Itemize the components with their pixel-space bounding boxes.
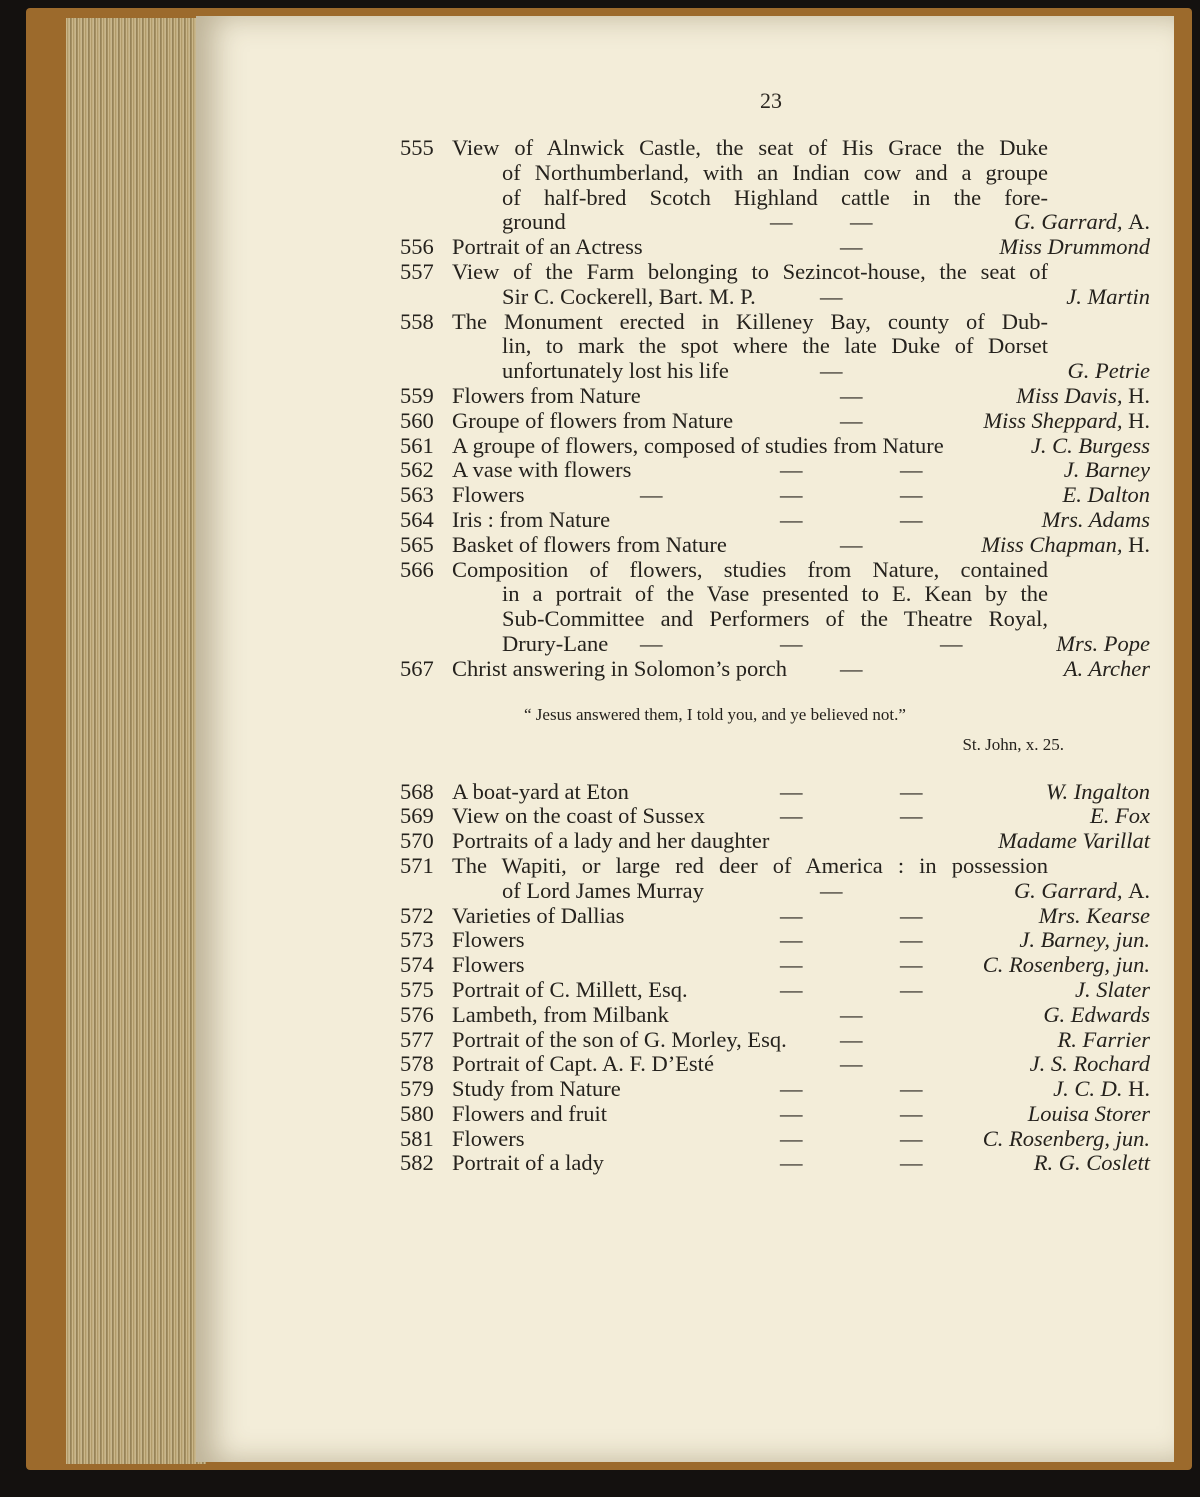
leader-dash: — bbox=[640, 630, 663, 656]
entry-line bbox=[400, 210, 1150, 235]
leader-dash: — bbox=[780, 1100, 803, 1126]
leader-dash: — bbox=[780, 506, 803, 532]
entry-number: 576 bbox=[400, 1001, 434, 1027]
leader-dash: — bbox=[900, 482, 923, 508]
catalogue-entry bbox=[400, 1003, 1150, 1028]
entry-line bbox=[400, 1127, 1150, 1152]
entry-title: View of the Farm belonging to Sezincot-house, the seat of bbox=[452, 258, 1048, 284]
entry-title: A vase with flowers bbox=[452, 457, 632, 483]
entry-title: Portrait of an Actress bbox=[452, 234, 643, 260]
entry-title: Flowers bbox=[452, 952, 525, 978]
artist-suffix: H. bbox=[1128, 1076, 1150, 1102]
artist-label: J. Slater bbox=[1075, 976, 1150, 1002]
leader-dash: — bbox=[780, 630, 803, 656]
entry-line bbox=[400, 260, 1150, 285]
artist-label: E. Dalton bbox=[1062, 482, 1150, 508]
entry-number: 573 bbox=[400, 927, 434, 953]
entry-title: ground bbox=[502, 209, 566, 235]
leader-dash: — bbox=[900, 1100, 923, 1126]
artist-label: R. G. Coslett bbox=[1033, 1150, 1150, 1176]
catalogue-entry bbox=[400, 235, 1150, 260]
entry-number: 575 bbox=[400, 976, 434, 1002]
artist-label: G. Garrard, bbox=[1013, 877, 1123, 903]
artist-name bbox=[1068, 359, 1150, 384]
leader-dash: — bbox=[780, 1076, 803, 1102]
artist-name bbox=[1046, 780, 1150, 805]
artist-name bbox=[1034, 1151, 1150, 1176]
leader-dash: — bbox=[780, 952, 803, 978]
artist-label: C. Rosenberg, jun. bbox=[982, 1125, 1150, 1151]
entry-line bbox=[400, 409, 1150, 434]
entry-title: Iris : from Nature bbox=[452, 506, 611, 532]
artist-name bbox=[1043, 1003, 1150, 1028]
entry-line bbox=[400, 1052, 1150, 1077]
artist-label: J. C. D. bbox=[1053, 1076, 1123, 1102]
catalogue-entry bbox=[400, 310, 1150, 384]
leader-dash: — bbox=[900, 927, 923, 953]
entry-number: 582 bbox=[400, 1150, 434, 1176]
artist-name bbox=[1056, 632, 1150, 657]
entry-line bbox=[400, 458, 1150, 483]
artist-label: Madame Varillat bbox=[998, 828, 1150, 854]
artist-label: J. C. Burgess bbox=[1030, 432, 1150, 458]
leader-dash: — bbox=[780, 457, 803, 483]
artist-label: W. Ingalton bbox=[1045, 778, 1150, 804]
leader-dash: — bbox=[900, 952, 923, 978]
leader-dash: — bbox=[940, 630, 963, 656]
artist-name bbox=[1075, 978, 1150, 1003]
entry-title: Groupe of flowers from Nature bbox=[452, 407, 734, 433]
catalogue-entry bbox=[400, 978, 1150, 1003]
entry-line bbox=[400, 582, 1150, 607]
leader-dash: — bbox=[840, 1026, 863, 1052]
entry-line bbox=[400, 1102, 1150, 1127]
entry-title: of half-bred Scotch Highland cattle in the fore- bbox=[502, 184, 1048, 210]
entry-title: Portraits of a lady and her daughter bbox=[452, 828, 770, 854]
artist-suffix: A. bbox=[1128, 877, 1150, 903]
artist-suffix: H. bbox=[1128, 531, 1150, 557]
entry-list-upper bbox=[400, 136, 1150, 682]
entry-number: 568 bbox=[400, 778, 434, 804]
entry-title: Portrait of the son of G. Morley, Esq. bbox=[452, 1026, 787, 1052]
entry-number: 579 bbox=[400, 1076, 434, 1102]
entry-number: 564 bbox=[400, 506, 434, 532]
leader-dash: — bbox=[820, 877, 843, 903]
entry-title: Varieties of Dallias bbox=[452, 902, 625, 928]
entry-title: A boat-yard at Eton bbox=[452, 778, 629, 804]
catalogue-entry bbox=[400, 928, 1150, 953]
artist-name bbox=[1053, 1077, 1150, 1102]
artist-name bbox=[983, 409, 1150, 434]
entry-line bbox=[400, 780, 1150, 805]
artist-label: Miss Sheppard, bbox=[983, 407, 1123, 433]
leader-dash: — bbox=[780, 803, 803, 829]
entry-number: 574 bbox=[400, 952, 434, 978]
artist-name bbox=[983, 953, 1150, 978]
artist-label: Mrs. Adams bbox=[1041, 506, 1150, 532]
entry-line bbox=[400, 879, 1150, 904]
entry-line bbox=[400, 359, 1150, 384]
entry-line bbox=[400, 558, 1150, 583]
entry-title: Flowers bbox=[452, 482, 525, 508]
artist-name bbox=[999, 235, 1150, 260]
entry-line bbox=[400, 928, 1150, 953]
entry-line bbox=[400, 334, 1150, 359]
artist-name bbox=[1064, 657, 1150, 682]
artist-name bbox=[1014, 210, 1150, 235]
entry-title: Sir C. Cockerell, Bart. M. P. bbox=[502, 283, 756, 309]
catalogue-entry bbox=[400, 829, 1150, 854]
artist-label: Miss Drummond bbox=[999, 234, 1150, 260]
entry-line bbox=[400, 607, 1150, 632]
leader-dash: — bbox=[900, 457, 923, 483]
artist-label: Mrs. Kearse bbox=[1038, 902, 1150, 928]
entry-line bbox=[400, 1003, 1150, 1028]
catalogue-entry bbox=[400, 780, 1150, 805]
entry-title: in a portrait of the Vase presented to E. Kean by the bbox=[502, 581, 1048, 607]
entry-title: The Wapiti, or large red deer of America : in possession bbox=[452, 852, 1048, 878]
section-gap bbox=[400, 760, 1150, 780]
entry-line bbox=[400, 508, 1150, 533]
artist-label: J. Barney, jun. bbox=[1019, 927, 1150, 953]
artist-label: E. Fox bbox=[1090, 803, 1150, 829]
artist-name bbox=[1031, 434, 1150, 459]
artist-name bbox=[1016, 384, 1150, 409]
entry-title: Composition of flowers, studies from Nature, contained bbox=[452, 556, 1048, 582]
artist-name bbox=[1014, 879, 1150, 904]
catalogue-entry bbox=[400, 804, 1150, 829]
entry-title: lin, to mark the spot where the late Duke of Dorset bbox=[502, 333, 1048, 359]
entry-title: View of Alnwick Castle, the seat of His Grace the Duke bbox=[452, 135, 1048, 160]
entry-number: 570 bbox=[400, 828, 434, 854]
catalogue-entry bbox=[400, 136, 1150, 235]
entry-line bbox=[400, 953, 1150, 978]
entry-number: 555 bbox=[400, 135, 434, 160]
leader-dash: — bbox=[900, 506, 923, 532]
catalogue-entry bbox=[400, 434, 1150, 459]
leader-dash: — bbox=[780, 927, 803, 953]
leader-dash: — bbox=[780, 976, 803, 1002]
catalogue-entry bbox=[400, 533, 1150, 558]
entry-line bbox=[400, 804, 1150, 829]
artist-name bbox=[1039, 904, 1150, 929]
catalogue-content bbox=[400, 136, 1150, 1176]
leader-dash: — bbox=[840, 655, 863, 681]
catalogue-entry bbox=[400, 1127, 1150, 1152]
entry-title: Study from Nature bbox=[452, 1076, 621, 1102]
catalogue-entry bbox=[400, 458, 1150, 483]
catalogue-entry bbox=[400, 1151, 1150, 1176]
leader-dash: — bbox=[850, 209, 873, 235]
artist-name bbox=[1019, 928, 1150, 953]
artist-name bbox=[1030, 1052, 1150, 1077]
artist-name bbox=[1090, 804, 1150, 829]
artist-label: G. Garrard, bbox=[1013, 209, 1123, 235]
artist-suffix: H. bbox=[1128, 382, 1150, 408]
entry-line bbox=[400, 136, 1150, 161]
entry-line bbox=[400, 1151, 1150, 1176]
entry-line bbox=[400, 1028, 1150, 1053]
entry-number: 556 bbox=[400, 234, 434, 260]
leader-dash: — bbox=[640, 482, 663, 508]
entry-title: Sub-Committee and Performers of the Theatre Royal, bbox=[502, 606, 1048, 632]
entry-title: Flowers and fruit bbox=[452, 1100, 607, 1126]
artist-name bbox=[1058, 1028, 1151, 1053]
leader-dash: — bbox=[820, 358, 843, 384]
entry-line bbox=[400, 285, 1150, 310]
entry-line bbox=[400, 310, 1150, 335]
leader-dash: — bbox=[780, 1150, 803, 1176]
artist-label: Miss Davis, bbox=[1016, 382, 1123, 408]
entry-line bbox=[400, 632, 1150, 657]
entry-title: of Lord James Murray bbox=[502, 877, 704, 903]
leader-dash: — bbox=[770, 209, 793, 235]
entry-number: 562 bbox=[400, 457, 434, 483]
entry-number: 580 bbox=[400, 1100, 434, 1126]
artist-name bbox=[981, 533, 1150, 558]
entry-number: 557 bbox=[400, 258, 434, 284]
catalogue-entry bbox=[400, 483, 1150, 508]
entry-number: 572 bbox=[400, 902, 434, 928]
entry-number: 561 bbox=[400, 432, 434, 458]
leader-dash: — bbox=[840, 1051, 863, 1077]
catalogue-entry bbox=[400, 384, 1150, 409]
leader-dash: — bbox=[900, 1125, 923, 1151]
artist-label: Mrs. Pope bbox=[1056, 630, 1150, 656]
catalogue-entry bbox=[400, 953, 1150, 978]
entry-title: Flowers bbox=[452, 927, 525, 953]
artist-name bbox=[998, 829, 1150, 854]
entry-number: 563 bbox=[400, 482, 434, 508]
entry-title: A groupe of flowers, composed of studies from Nature bbox=[452, 432, 944, 458]
catalogue-entry bbox=[400, 558, 1150, 657]
artist-name bbox=[983, 1127, 1150, 1152]
leader-dash: — bbox=[840, 1001, 863, 1027]
entry-title: Portrait of a lady bbox=[452, 1150, 604, 1176]
artist-label: Louisa Storer bbox=[1027, 1100, 1150, 1126]
entry-title: Basket of flowers from Nature bbox=[452, 531, 727, 557]
catalogue-entry bbox=[400, 854, 1150, 904]
scripture-citation: St. John, x. 25. bbox=[962, 734, 1064, 754]
entry-line bbox=[400, 161, 1150, 186]
catalogue-entry bbox=[400, 1028, 1150, 1053]
entry-title: Christ answering in Solomon’s porch bbox=[452, 655, 787, 681]
leader-dash: — bbox=[780, 1125, 803, 1151]
entry-title: Lambeth, from Milbank bbox=[452, 1001, 669, 1027]
entry-title: Portrait of C. Millett, Esq. bbox=[452, 976, 688, 1002]
entry-title: The Monument erected in Killeney Bay, county of Dub- bbox=[452, 308, 1048, 334]
artist-label: J. Martin bbox=[1066, 283, 1150, 309]
entry-line bbox=[400, 434, 1150, 459]
page-edges bbox=[66, 18, 206, 1464]
leader-dash: — bbox=[840, 382, 863, 408]
artist-label: A. Archer bbox=[1063, 655, 1150, 681]
scripture-quote: “ Jesus answered them, I told you, and ye believed not.” bbox=[524, 704, 906, 724]
leader-dash: — bbox=[900, 902, 923, 928]
entry-line bbox=[400, 186, 1150, 211]
page-number: 23 bbox=[760, 88, 782, 113]
artist-name bbox=[1063, 483, 1151, 508]
entry-number: 569 bbox=[400, 803, 434, 829]
entry-number: 577 bbox=[400, 1026, 434, 1052]
artist-label: J. S. Rochard bbox=[1029, 1051, 1150, 1077]
artist-name bbox=[1064, 458, 1150, 483]
artist-name bbox=[1028, 1102, 1150, 1127]
entry-line bbox=[400, 483, 1150, 508]
leader-dash: — bbox=[900, 1076, 923, 1102]
leader-dash: — bbox=[900, 1150, 923, 1176]
entry-number: 560 bbox=[400, 407, 434, 433]
leader-dash: — bbox=[840, 531, 863, 557]
leader-dash: — bbox=[780, 902, 803, 928]
artist-name bbox=[1066, 285, 1150, 310]
catalogue-entry bbox=[400, 260, 1150, 310]
leader-dash: — bbox=[900, 976, 923, 1002]
entry-line bbox=[400, 854, 1150, 879]
artist-label: J. Barney bbox=[1063, 457, 1150, 483]
entry-title: Portrait of Capt. A. F. D’Esté bbox=[452, 1051, 714, 1077]
entry-title: View on the coast of Sussex bbox=[452, 803, 705, 829]
entry-line bbox=[400, 829, 1150, 854]
entry-number: 581 bbox=[400, 1125, 434, 1151]
leader-dash: — bbox=[780, 778, 803, 804]
entry-number: 559 bbox=[400, 382, 434, 408]
entry-line bbox=[400, 904, 1150, 929]
catalogue-entry bbox=[400, 1102, 1150, 1127]
entry-line bbox=[400, 1077, 1150, 1102]
artist-label: G. Petrie bbox=[1067, 358, 1150, 384]
leader-dash: — bbox=[820, 283, 843, 309]
entry-number: 566 bbox=[400, 556, 434, 582]
entry-number: 567 bbox=[400, 655, 434, 681]
artist-suffix: A. bbox=[1128, 209, 1150, 235]
artist-label: C. Rosenberg, jun. bbox=[982, 952, 1150, 978]
catalogue-entry bbox=[400, 657, 1150, 682]
entry-title: Flowers bbox=[452, 1125, 525, 1151]
entry-list-lower bbox=[400, 780, 1150, 1177]
leader-dash: — bbox=[840, 407, 863, 433]
entry-number: 571 bbox=[400, 852, 434, 878]
catalogue-entry bbox=[400, 1077, 1150, 1102]
entry-line bbox=[400, 657, 1150, 682]
entry-number: 578 bbox=[400, 1051, 434, 1077]
leader-dash: — bbox=[780, 482, 803, 508]
entry-number: 558 bbox=[400, 308, 434, 334]
entry-title: unfortunately lost his life bbox=[502, 358, 729, 384]
artist-label: G. Edwards bbox=[1043, 1001, 1150, 1027]
entry-number: 565 bbox=[400, 531, 434, 557]
leader-dash: — bbox=[840, 234, 863, 260]
catalogue-entry bbox=[400, 1052, 1150, 1077]
entry-line bbox=[400, 235, 1150, 260]
artist-label: R. Farrier bbox=[1057, 1026, 1150, 1052]
artist-name bbox=[1042, 508, 1150, 533]
entry-title: Flowers from Nature bbox=[452, 382, 641, 408]
leader-dash: — bbox=[900, 803, 923, 829]
artist-suffix: H. bbox=[1128, 407, 1150, 433]
catalogue-entry bbox=[400, 904, 1150, 929]
entry-line bbox=[400, 978, 1150, 1003]
catalogue-entry bbox=[400, 508, 1150, 533]
entry-line bbox=[400, 533, 1150, 558]
catalogue-entry bbox=[400, 409, 1150, 434]
entry-title: of Northumberland, with an Indian cow and a groupe bbox=[502, 159, 1048, 185]
artist-label: Miss Chapman, bbox=[981, 531, 1123, 557]
entry-line bbox=[400, 384, 1150, 409]
leader-dash: — bbox=[900, 778, 923, 804]
entry-title: Drury-Lane bbox=[502, 630, 609, 656]
